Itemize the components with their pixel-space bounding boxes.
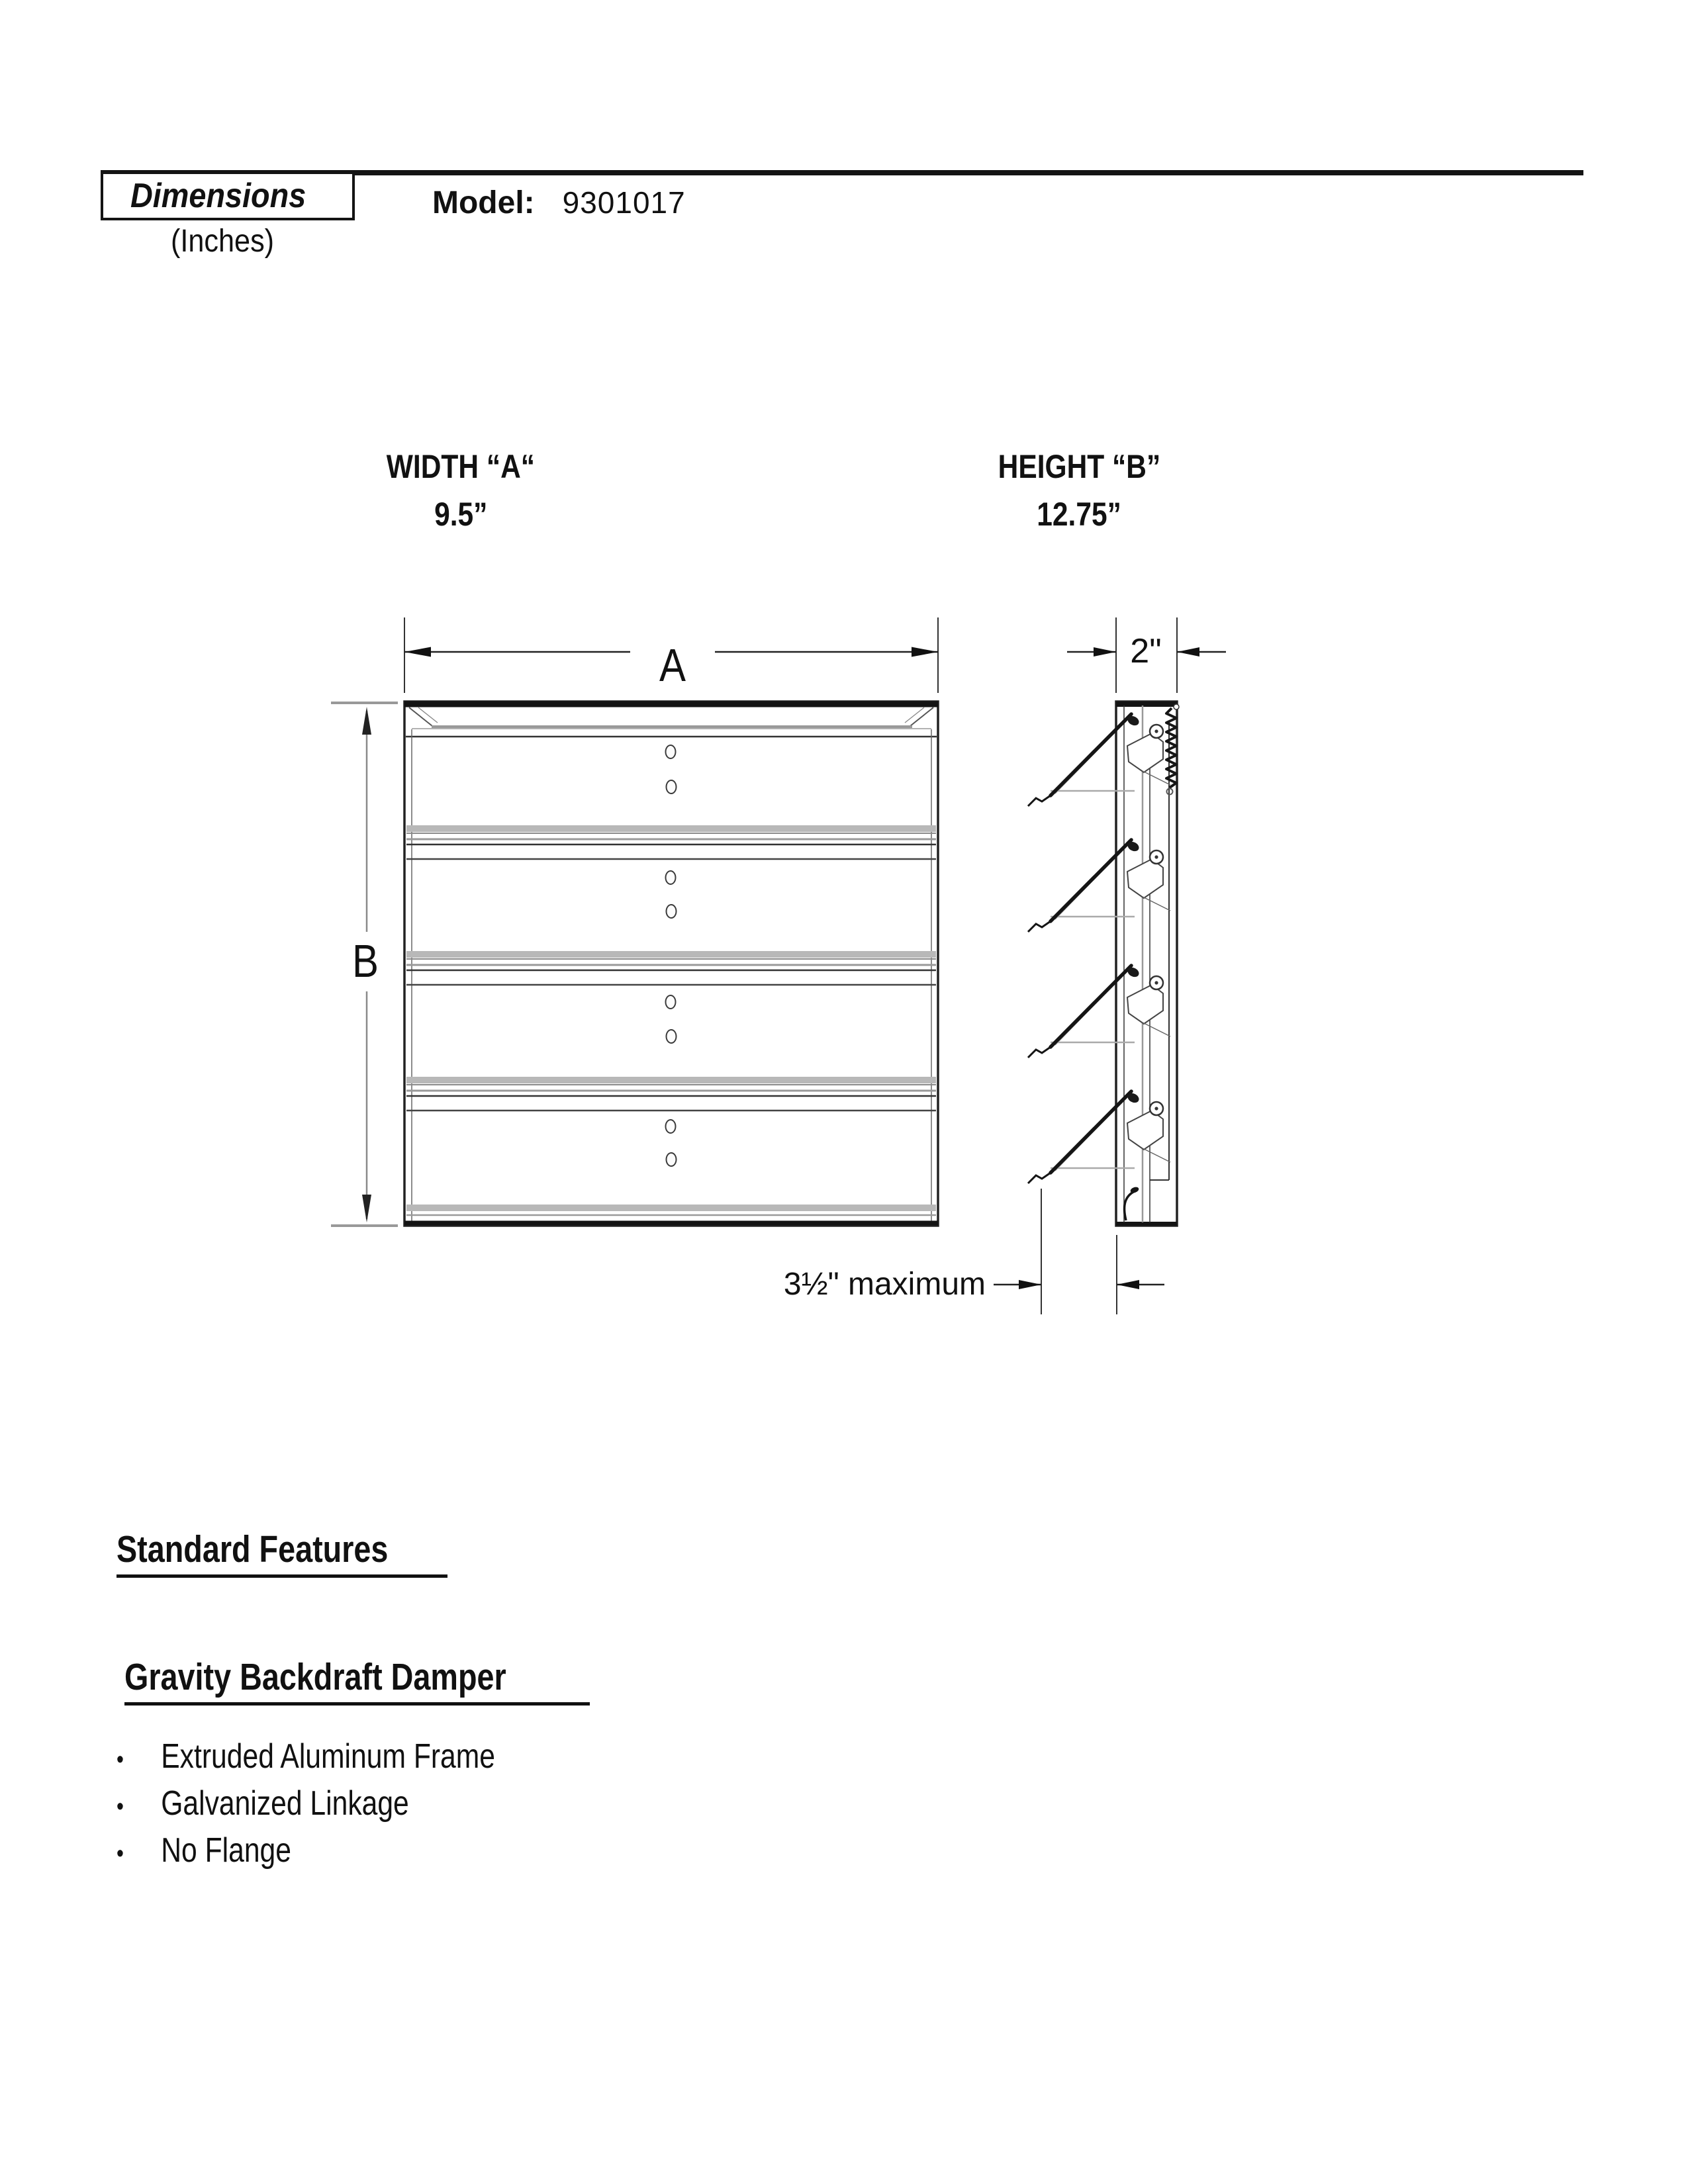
front-view-drawing xyxy=(404,702,938,1226)
features-heading: Standard Features xyxy=(117,1527,447,1578)
width-callout xyxy=(289,447,633,533)
dimension-depth-label: 2" xyxy=(1130,632,1162,670)
side-view-drawing xyxy=(1028,702,1179,1226)
dimension-b xyxy=(331,703,398,1226)
bullet-icon: • xyxy=(117,1746,124,1774)
damper-technical-drawing xyxy=(298,596,1291,1337)
bullet-icon: • xyxy=(117,1793,124,1821)
seal-pivot-dot xyxy=(1174,704,1179,709)
width-label: WIDTH “A“ xyxy=(386,448,536,485)
height-callout xyxy=(907,447,1251,533)
model-value: 9301017 xyxy=(562,185,686,220)
model-row xyxy=(432,185,686,221)
units-label: (Inches) xyxy=(171,224,275,259)
height-value: 12.75” xyxy=(1037,496,1121,533)
list-item: • Galvanized Linkage xyxy=(117,1784,409,1823)
model-label: Model: xyxy=(432,185,535,220)
list-item: • No Flange xyxy=(117,1831,291,1870)
features-list xyxy=(117,1737,579,1878)
dimension-clearance-label: 3½" maximum xyxy=(783,1267,986,1302)
height-label: HEIGHT “B” xyxy=(998,448,1160,485)
width-value: 9.5” xyxy=(434,496,488,533)
bullet-icon: • xyxy=(117,1840,124,1868)
section-title-box xyxy=(101,171,355,220)
dimension-b-label: B xyxy=(352,935,379,987)
dimension-a-label: A xyxy=(659,639,686,691)
dimension-depth xyxy=(1067,617,1226,693)
dimension-a xyxy=(404,617,938,693)
section-title: Dimensions xyxy=(130,177,306,215)
list-item: • Extruded Aluminum Frame xyxy=(117,1737,496,1776)
features-subheading: Gravity Backdraft Damper xyxy=(124,1655,590,1706)
